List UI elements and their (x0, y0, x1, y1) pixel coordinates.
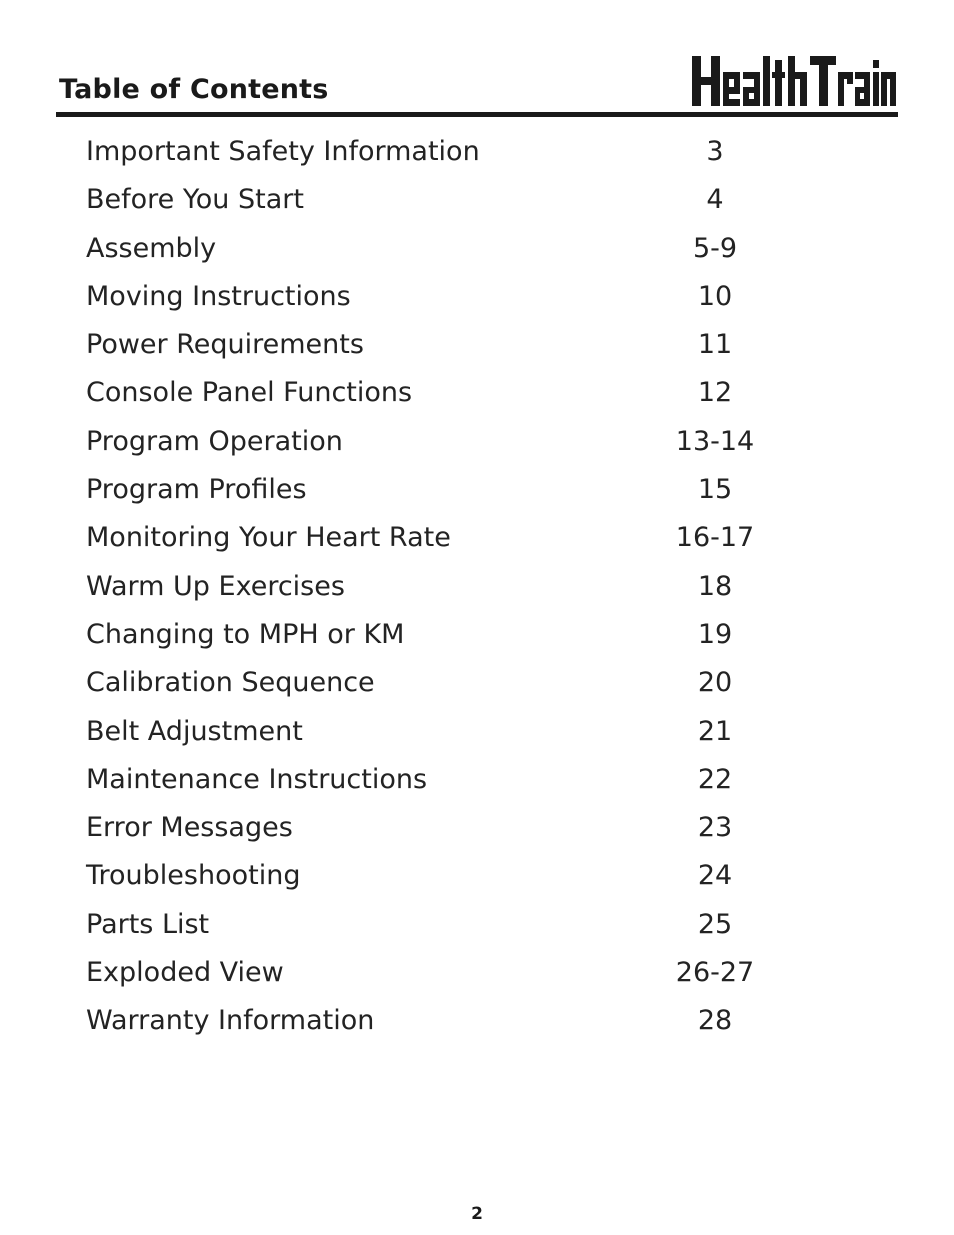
toc-entry[interactable] (86, 176, 746, 224)
toc-entry-label: Changing to MPH or KM (86, 618, 405, 650)
toc-entry-label: Calibration Sequence (86, 667, 375, 699)
table-of-contents (86, 128, 755, 1046)
toc-entry[interactable] (86, 128, 746, 176)
toc-entry[interactable] (86, 949, 755, 997)
toc-entry-page: 20 (697, 667, 733, 699)
toc-entry-label: Moving Instructions (86, 280, 351, 312)
toc-entry-label: Important Safety Information (86, 136, 480, 167)
toc-entry[interactable] (86, 611, 746, 659)
toc-entry-label: Power Requirements (86, 329, 364, 361)
brand-logo-art (690, 52, 898, 110)
toc-entry-label: Console Panel Functions (86, 377, 413, 409)
toc-entry[interactable] (86, 997, 746, 1045)
toc-entry[interactable] (86, 659, 746, 707)
toc-entry-page: 19 (697, 618, 733, 650)
toc-entry-label: Program Operation (86, 425, 343, 457)
toc-entry-page: 26-27 (675, 957, 755, 989)
toc-entry-page: 28 (697, 1005, 733, 1037)
toc-entry-page: 12 (697, 377, 733, 409)
toc-entry[interactable] (86, 708, 746, 756)
toc-entry-label: Warranty Information (86, 1005, 375, 1037)
toc-entry-label: Before You Start (86, 184, 304, 216)
toc-entry-page: 13-14 (675, 425, 755, 457)
toc-entry-page: 11 (697, 329, 733, 361)
toc-entry-label: Belt Adjustment (86, 715, 303, 747)
toc-entry-page: 3 (706, 136, 724, 167)
toc-entry-page: 21 (697, 715, 733, 747)
toc-entry[interactable] (86, 418, 755, 466)
toc-entry-page: 24 (697, 860, 733, 892)
toc-entry-page: 18 (697, 570, 733, 602)
header-rule (56, 112, 898, 117)
toc-entry-label: Exploded View (86, 957, 284, 989)
toc-entry-page: 15 (697, 474, 733, 506)
toc-entry[interactable] (86, 514, 755, 562)
page-number: 2 (471, 1204, 483, 1224)
toc-entry[interactable] (86, 273, 746, 321)
page-header (56, 52, 898, 114)
page-title: Table of Contents (59, 74, 329, 105)
toc-entry-page: 25 (697, 908, 733, 940)
toc-entry-page: 23 (697, 812, 733, 844)
toc-entry-page: 22 (697, 763, 733, 795)
toc-entry[interactable] (86, 225, 746, 273)
toc-entry[interactable] (86, 563, 746, 611)
toc-entry-label: Parts List (86, 908, 210, 940)
toc-entry-label: Warm Up Exercises (86, 570, 345, 602)
toc-entry-label: Maintenance Instructions (86, 763, 428, 795)
toc-entry-page: 4 (706, 184, 724, 216)
toc-entry-label: Error Messages (86, 812, 293, 844)
toc-entry-page: 10 (697, 280, 733, 312)
toc-entry[interactable] (86, 756, 746, 804)
toc-entry-label: Program Profiles (86, 474, 307, 506)
toc-entry[interactable] (86, 321, 746, 369)
toc-entry[interactable] (86, 852, 746, 900)
toc-entry-label: Troubleshooting (86, 860, 301, 892)
toc-entry-label: Monitoring Your Heart Rate (86, 522, 451, 554)
toc-entry[interactable] (86, 901, 746, 949)
toc-entry-label: Assembly (86, 232, 217, 264)
brand-logo (690, 52, 898, 110)
toc-entry-page: 5-9 (692, 232, 738, 264)
toc-entry-page: 16-17 (675, 522, 755, 554)
toc-entry[interactable] (86, 804, 746, 852)
toc-entry[interactable] (86, 466, 746, 514)
toc-entry[interactable] (86, 369, 746, 417)
